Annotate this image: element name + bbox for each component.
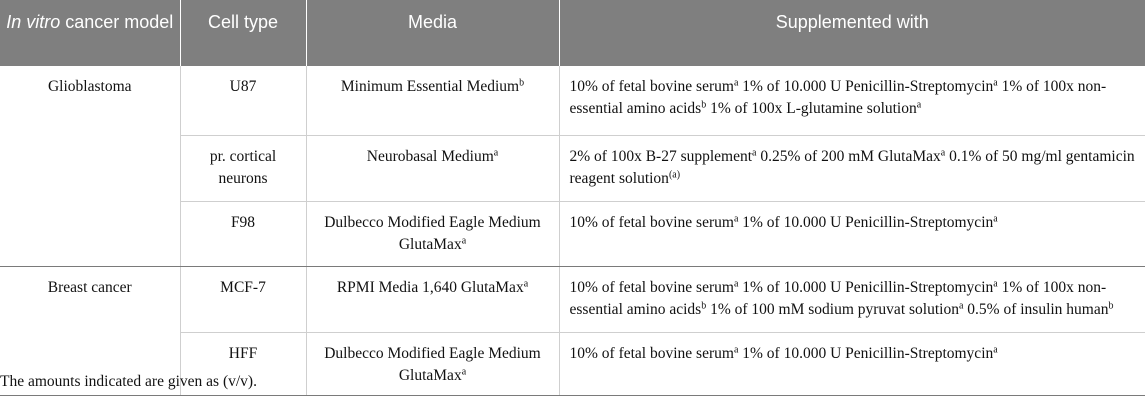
supp-text: 0.25% of 200 mM GlutaMax bbox=[756, 147, 941, 165]
supp-footnote-mark: a bbox=[752, 147, 757, 158]
media-cell bbox=[306, 332, 559, 395]
cell-type-cell: U87 bbox=[180, 66, 306, 135]
table-header bbox=[0, 0, 1145, 66]
supplement-cell bbox=[559, 201, 1145, 266]
media-footnote-mark: a bbox=[523, 278, 529, 289]
table-body bbox=[0, 66, 1145, 395]
supp-text: 1% of 10.000 U Penicillin-Streptomycin bbox=[738, 344, 994, 362]
supp-text: 1% of 100x non-essential amino acids bbox=[569, 78, 1107, 117]
media-footnote-mark: b bbox=[519, 77, 525, 89]
supp-text: 1% of 10.000 U Penicillin-Streptomycin bbox=[738, 78, 994, 95]
supp-text: 0.1% of 50 mg/ml gentamicin reagent solution bbox=[569, 147, 1135, 187]
table-row bbox=[0, 266, 1145, 332]
media-cell bbox=[306, 135, 559, 201]
cancer-model-cell: Breast cancer bbox=[0, 266, 180, 395]
supp-footnote-mark: (a) bbox=[668, 169, 681, 180]
supp-text: 10% of fetal bovine serum bbox=[569, 278, 734, 296]
supp-footnote-mark: b bbox=[701, 300, 707, 311]
media-text: Neurobasal Medium bbox=[366, 147, 494, 165]
cell-type-cell: MCF-7 bbox=[180, 266, 306, 332]
cell-type-cell: F98 bbox=[180, 201, 306, 266]
media-text: Minimum Essential Medium bbox=[340, 78, 520, 95]
supplement-cell bbox=[559, 66, 1145, 135]
supp-text: 1% of 100 mM sodium pyruvat solution bbox=[706, 300, 959, 318]
supp-footnote-mark: a bbox=[733, 77, 739, 89]
supplement-cell bbox=[559, 266, 1145, 332]
header-italic-part: In vitro bbox=[6, 12, 61, 32]
header-media: Media bbox=[306, 0, 559, 66]
supp-footnote-mark: a bbox=[993, 213, 998, 224]
header-rest-part: cancer model bbox=[60, 12, 174, 32]
supp-footnote-mark: a bbox=[733, 344, 739, 355]
table-row bbox=[0, 66, 1145, 135]
media-cell bbox=[306, 201, 559, 266]
media-text: Dulbecco Modified Eagle Medium GlutaMax bbox=[324, 344, 541, 384]
supp-text: 1% of 10.000 U Penicillin-Streptomycin bbox=[738, 278, 994, 296]
cell-type-cell: HFF bbox=[180, 332, 306, 395]
supp-footnote-mark: a bbox=[993, 344, 998, 355]
header-cell-type: Cell type bbox=[180, 0, 306, 66]
cancer-model-cell: Glioblastoma bbox=[0, 66, 180, 266]
media-text: RPMI Media 1,640 GlutaMax bbox=[336, 278, 524, 296]
media-footnote-mark: a bbox=[493, 147, 499, 158]
header-cancer-model bbox=[0, 0, 180, 66]
media-text: Dulbecco Modified Eagle Medium GlutaMax bbox=[324, 213, 541, 253]
supp-text: 10% of fetal bovine serum bbox=[569, 344, 734, 362]
media-footnote-mark: a bbox=[461, 235, 467, 246]
supplement-cell bbox=[559, 135, 1145, 201]
supp-text: 10% of fetal bovine serum bbox=[569, 213, 734, 231]
media-footnote-mark: a bbox=[461, 366, 467, 377]
table-footnote: The amounts indicated are given as (v/v). bbox=[0, 373, 257, 390]
supp-footnote-mark: a bbox=[993, 77, 998, 89]
supp-text: 2% of 100x B-27 supplement bbox=[569, 147, 753, 165]
supp-footnote-mark: a bbox=[733, 278, 739, 289]
media-cell bbox=[306, 266, 559, 332]
supp-footnote-mark: a bbox=[958, 300, 964, 311]
supp-footnote-mark: a bbox=[916, 99, 922, 111]
supp-text: 10% of fetal bovine serum bbox=[569, 78, 734, 95]
supp-footnote-mark: b bbox=[1108, 300, 1114, 311]
supplement-cell bbox=[559, 332, 1145, 395]
supp-text: 1% of 100x non-essential amino acids bbox=[569, 278, 1107, 318]
supp-text: 0.5% of insulin human bbox=[963, 300, 1109, 318]
header-row bbox=[0, 0, 1145, 66]
supp-footnote-mark: a bbox=[733, 213, 739, 224]
supp-footnote-mark: a bbox=[940, 147, 946, 158]
header-supplemented-with: Supplemented with bbox=[559, 0, 1145, 66]
cell-type-cell: pr. cortical neurons bbox=[180, 135, 306, 201]
media-cell bbox=[306, 66, 559, 135]
supp-text: 1% of 100x L-glutamine solution bbox=[706, 100, 917, 117]
supp-text: 1% of 10.000 U Penicillin-Streptomycin bbox=[738, 213, 994, 231]
supp-footnote-mark: a bbox=[993, 278, 998, 289]
supp-footnote-mark: b bbox=[701, 99, 707, 111]
